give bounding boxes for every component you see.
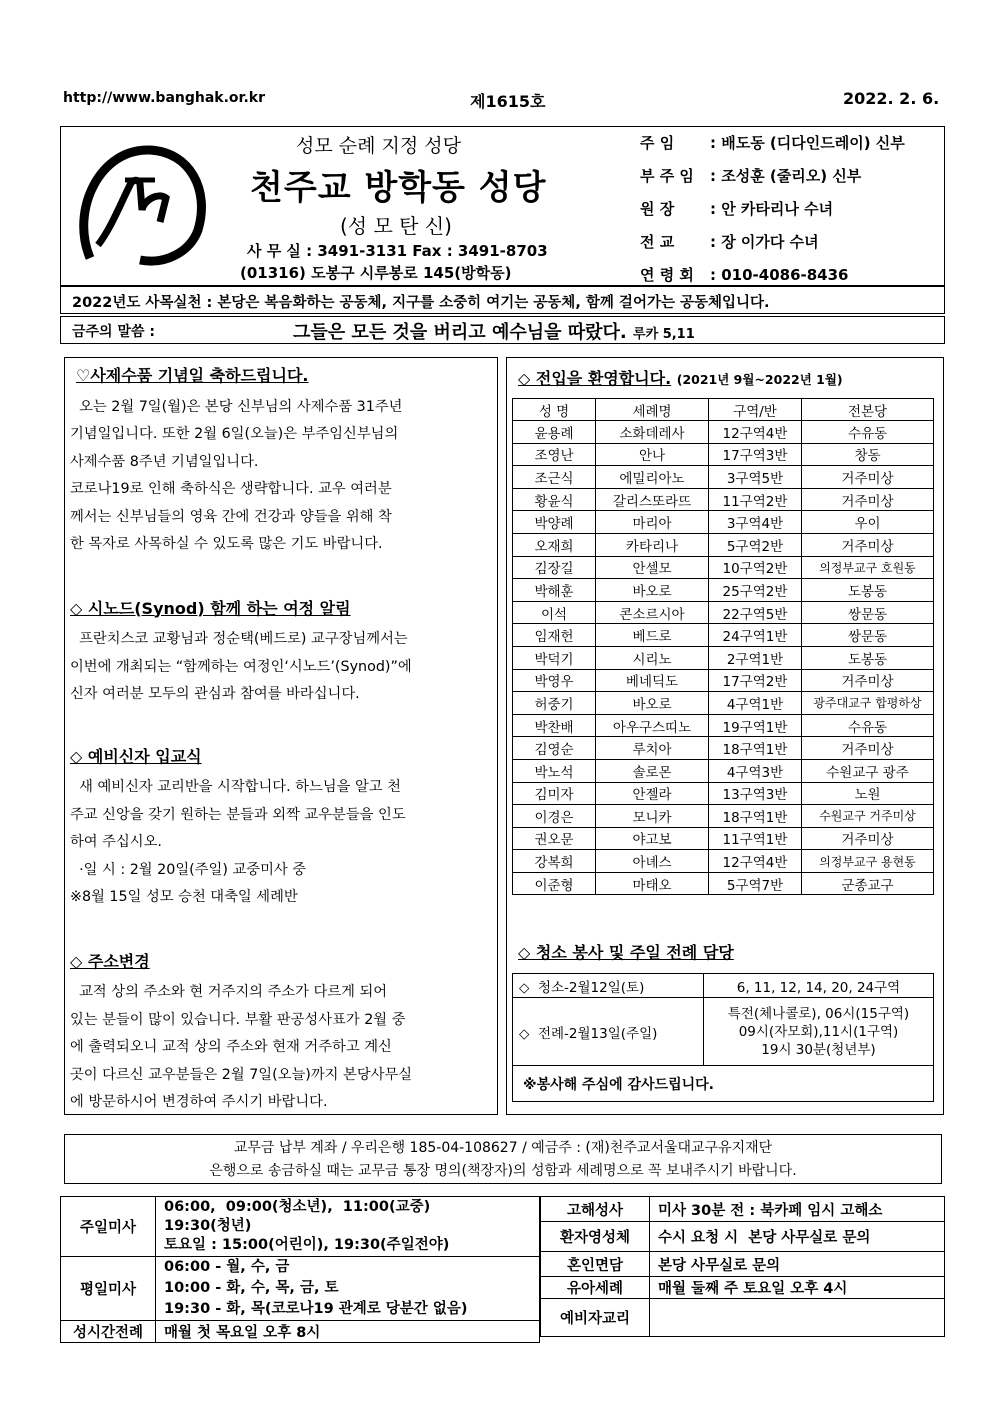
member-name: 박해훈 (513, 579, 596, 602)
adoration-label: 성시간전례 (61, 1321, 156, 1343)
catechism-value (650, 1299, 945, 1337)
district: 5구역2반 (709, 533, 802, 556)
synod-line: 신자 여러분 모두의 관심과 참여를 바라십니다. (70, 686, 360, 702)
sick-communion-label: 환자영성체 (541, 1222, 650, 1252)
member-name: 이석 (513, 601, 596, 624)
welcome-row (513, 579, 934, 602)
district: 3구역5반 (709, 466, 802, 489)
baptism-name: 루치아 (596, 737, 709, 760)
office-phone: 사 무 실 : 3491-3131 Fax : 3491-8703 (247, 242, 548, 260)
catechumen-line: 하여 주십시오. (70, 834, 162, 850)
welcome-row (513, 466, 934, 489)
confession-label: 고해성사 (541, 1197, 650, 1222)
welcome-header-row (513, 399, 934, 421)
welcome-row (513, 533, 934, 556)
prev-parish: 거주미상 (802, 533, 934, 556)
prev-parish: 수유동 (802, 421, 934, 444)
staff-row: 전 교 : 장 이가다 수녀 (640, 233, 819, 251)
sick-communion-value: 수시 요청 시 본당 사무실로 문의 (650, 1222, 945, 1252)
district: 13구역3반 (709, 782, 802, 805)
baptism-name: 안셀모 (596, 556, 709, 579)
catechumen-line: ※8월 15일 성모 승천 대축일 세례반 (70, 889, 298, 905)
address-change-line: 에 출력되오니 교적 상의 주소와 현재 거주하고 계신 (70, 1039, 392, 1055)
synod-line: 프란치스코 교황님과 정순택(베드로) 교구장님께서는 (70, 631, 408, 647)
ordination-title: ♡사제수품 기념일 축하드립니다. (76, 366, 309, 385)
prev-parish: 의정부교구 호원동 (802, 556, 934, 579)
issue-number: 제1615호 (470, 92, 546, 111)
baptism-name: 바오로 (596, 579, 709, 602)
member-name: 오재희 (513, 533, 596, 556)
synod-title: ◇ 시노드(Synod) 함께 하는 여정 알림 (70, 598, 351, 618)
prev-parish: 거주미상 (802, 466, 934, 489)
baptism-name: 아녜스 (596, 850, 709, 873)
welcome-row (513, 601, 934, 624)
baptism-name: 모니카 (596, 805, 709, 828)
staff-list (640, 132, 940, 297)
baptism-name: 시리노 (596, 646, 709, 669)
prev-parish: 도봉동 (802, 646, 934, 669)
liturgy-value: 특전(체나콜로), 06시(15구역) 09시(자모회),11시(1구역) 19시 30분(청년부) (704, 998, 934, 1066)
baptism-name: 안젤라 (596, 782, 709, 805)
prev-parish: 거주미상 (802, 488, 934, 511)
welcome-row (513, 488, 934, 511)
prev-parish: 군종교구 (802, 872, 934, 895)
site-url: http://www.banghak.or.kr (63, 90, 265, 106)
infant-baptism-value: 매월 둘째 주 토요일 오후 4시 (650, 1277, 945, 1299)
adoration-value: 매월 첫 목요일 오후 8시 (156, 1321, 540, 1343)
member-name: 조영난 (513, 443, 596, 466)
ordination-line: 코로나19로 인해 축하식은 생략합니다. 교우 여러분 (70, 481, 392, 497)
district: 17구역3반 (709, 443, 802, 466)
ordination-line: 께서는 신부님들의 영육 간에 건강과 양들을 위해 착 (70, 508, 392, 525)
welcome-table (512, 398, 934, 895)
ordination-line: 오는 2월 7일(월)은 본당 신부님의 사제수품 31주년 (70, 398, 403, 415)
catechumen-title: ◇ 예비신자 입교식 (70, 746, 202, 766)
sunday-mass-label: 주일미사 (61, 1197, 156, 1257)
schedule-right (540, 1196, 945, 1337)
member-name: 박영우 (513, 669, 596, 692)
schedule-left (60, 1196, 540, 1343)
member-name: 강복희 (513, 850, 596, 873)
member-name: 김영순 (513, 737, 596, 760)
baptism-name: 카타리나 (596, 533, 709, 556)
district: 4구역1반 (709, 692, 802, 715)
word-text: 그들은 모든 것을 버리고 예수님을 따랐다. 루카 5,11 (293, 322, 695, 343)
welcome-row (513, 782, 934, 805)
welcome-row (513, 421, 934, 444)
welcome-row (513, 556, 934, 579)
marriage-value: 본당 사무실로 문의 (650, 1252, 945, 1277)
catechism-label: 예비자교리 (541, 1299, 650, 1337)
prev-parish: 창동 (802, 443, 934, 466)
welcome-row (513, 443, 934, 466)
district: 18구역1반 (709, 805, 802, 828)
member-name: 박양례 (513, 511, 596, 534)
word-label: 금주의 말씀 : (72, 324, 155, 340)
welcome-row (513, 827, 934, 850)
district: 4구역3반 (709, 759, 802, 782)
baptism-name: 마태오 (596, 872, 709, 895)
member-name: 허중기 (513, 692, 596, 715)
member-name: 조근식 (513, 466, 596, 489)
baptism-name: 콘소르시아 (596, 601, 709, 624)
baptism-name: 베네딕도 (596, 669, 709, 692)
address-change-line: 교적 상의 주소와 현 거주지의 주소가 다르게 되어 (70, 984, 388, 1000)
district: 25구역2반 (709, 579, 802, 602)
liturgy-label: ◇ 전례-2월13일(주일) (513, 998, 704, 1066)
prev-parish: 도봉동 (802, 579, 934, 602)
district: 12구역4반 (709, 850, 802, 873)
prev-parish: 광주대교구 합평하상 (802, 692, 934, 715)
baptism-name: 마리아 (596, 511, 709, 534)
member-name: 권오문 (513, 827, 596, 850)
welcome-title: ◇ 전입을 환영합니다. (2021년 9월~2022년 1월) (518, 369, 843, 388)
clean-label: ◇ 청소-2월12일(토) (513, 974, 704, 998)
baptism-name: 베드로 (596, 624, 709, 647)
member-name: 박찬배 (513, 714, 596, 737)
member-name: 임재헌 (513, 624, 596, 647)
baptism-name: 솔로몬 (596, 759, 709, 782)
header-subtitle: 성모 순례 지정 성당 (296, 135, 461, 157)
col-header: 세례명 (596, 399, 709, 421)
ordination-line: 기념일입니다. 또한 2월 6일(오늘)은 부주임신부님의 (70, 426, 399, 442)
prev-parish: 의정부교구 용현동 (802, 850, 934, 873)
bank-line2: 은행으로 송금하실 때는 교무금 통장 명의(책장자)의 성함과 세례명으로 꼭 보내주시기 바랍니다. (209, 1163, 797, 1179)
weekday-mass-label: 평일미사 (61, 1257, 156, 1321)
district: 18구역1반 (709, 737, 802, 760)
confession-value: 미사 30분 전 : 북카페 임시 고해소 (650, 1197, 945, 1222)
prev-parish: 수원교구 광주 (802, 759, 934, 782)
ordination-line: 사제수품 8주년 기념일입니다. (70, 453, 259, 470)
baptism-name: 에밀리아노 (596, 466, 709, 489)
address-change-line: 곳이 다르신 교우분들은 2월 7일(오늘)까지 본당사무실 (70, 1066, 413, 1083)
district: 24구역1반 (709, 624, 802, 647)
marriage-label: 혼인면담 (541, 1252, 650, 1277)
welcome-row (513, 737, 934, 760)
baptism-name: 갈리스또라뜨 (596, 488, 709, 511)
district: 11구역2반 (709, 488, 802, 511)
address-change-title: ◇ 주소변경 (70, 951, 150, 971)
welcome-row (513, 759, 934, 782)
welcome-row (513, 669, 934, 692)
member-name: 김장길 (513, 556, 596, 579)
catechumen-line: ·일 시 : 2월 20일(주일) 교중미사 중 (70, 861, 307, 878)
district: 22구역5반 (709, 601, 802, 624)
member-name: 황윤식 (513, 488, 596, 511)
service-thanks: ※봉사해 주심에 감사드립니다. (513, 1066, 934, 1102)
prev-parish: 노원 (802, 782, 934, 805)
welcome-row (513, 692, 934, 715)
district: 12구역4반 (709, 421, 802, 444)
member-name: 김미자 (513, 782, 596, 805)
welcome-row (513, 805, 934, 828)
baptism-name: 바오로 (596, 692, 709, 715)
infant-baptism-label: 유아세례 (541, 1277, 650, 1299)
prev-parish: 거주미상 (802, 669, 934, 692)
district: 10구역2반 (709, 556, 802, 579)
motto: 2022년도 사목실천 : 본당은 복음화하는 공동체, 지구를 소중히 여기는 공동체, 함께 걸어가는 공동체입니다. (72, 295, 770, 311)
staff-row: 부 주 임 : 조성훈 (줄리오) 신부 (640, 167, 862, 185)
member-name: 윤용례 (513, 421, 596, 444)
prev-parish: 수원교구 거주미상 (802, 805, 934, 828)
welcome-row (513, 872, 934, 895)
district: 19구역1반 (709, 714, 802, 737)
staff-row: 원 장 : 안 카타리나 수녀 (640, 200, 834, 218)
prev-parish: 거주미상 (802, 827, 934, 850)
synod-line: 이번에 개최되는 “함께하는 여정인‘시노드’(Synod)”에 (70, 658, 412, 675)
district: 2구역1반 (709, 646, 802, 669)
district: 11구역1반 (709, 827, 802, 850)
baptism-name: 안나 (596, 443, 709, 466)
prev-parish: 쌍문동 (802, 624, 934, 647)
clean-value: 6, 11, 12, 14, 20, 24구역 (704, 974, 934, 998)
service-table (512, 973, 934, 1102)
parish-title: 천주교 방학동 성당 (250, 168, 547, 208)
welcome-row (513, 714, 934, 737)
member-name: 박덕기 (513, 646, 596, 669)
welcome-row (513, 511, 934, 534)
issue-date: 2022. 2. 6. (843, 89, 940, 108)
ordination-line: 한 목자로 사목하실 수 있도록 많은 기도 바랍니다. (70, 536, 383, 552)
member-name: 이준형 (513, 872, 596, 895)
parish-address: (01316) 도봉구 시루봉로 145(방학동) (240, 264, 512, 282)
district: 3구역4반 (709, 511, 802, 534)
district: 17구역2반 (709, 669, 802, 692)
member-name: 박노석 (513, 759, 596, 782)
district: 5구역7반 (709, 872, 802, 895)
baptism-name: 소화데레사 (596, 421, 709, 444)
welcome-row (513, 624, 934, 647)
member-name: 이경은 (513, 805, 596, 828)
col-header: 전본당 (802, 399, 934, 421)
parish-logo (70, 140, 210, 270)
welcome-row (513, 646, 934, 669)
col-header: 구역/반 (709, 399, 802, 421)
baptism-name: 아우구스띠노 (596, 714, 709, 737)
prev-parish: 거주미상 (802, 737, 934, 760)
col-header: 성 명 (513, 399, 596, 421)
staff-row: 주 임 : 배도동 (디다인드레이) 신부 (640, 134, 905, 152)
address-change-line: 있는 분들이 많이 있습니다. 부활 판공성사표가 2월 중 (70, 1011, 406, 1028)
welcome-row (513, 850, 934, 873)
staff-row: 연 령 회 : 010-4086-8436 (640, 266, 849, 284)
parish-patron: (성 모 탄 신) (340, 214, 452, 238)
prev-parish: 우이 (802, 511, 934, 534)
notices (70, 362, 495, 1117)
bank-line1: 교무금 납부 계좌 / 우리은행 185-04-108627 / 예금주 : (재)천주교서울대교구유지재단 (233, 1140, 773, 1156)
weekday-mass-times: 06:00 - 월, 수, 금 10:00 - 화, 수, 목, 금, 토 19:30 - 화, 목(코로나19 관계로 당분간 없음) (156, 1257, 540, 1321)
catechumen-line: 새 예비신자 교리반을 시작합니다. 하느님을 알고 천 (70, 779, 401, 795)
prev-parish: 수유동 (802, 714, 934, 737)
sunday-mass-times: 06:00, 09:00(청소년), 11:00(교중) 19:30(청년) 토요일 : 15:00(어린이), 19:30(주일전야) (156, 1197, 540, 1257)
catechumen-line: 주교 신앙을 갖기 원하는 분들과 외짝 교우분들을 인도 (70, 806, 406, 823)
address-change-line: 에 방문하시어 변경하여 주시기 바랍니다. (70, 1094, 328, 1110)
service-title: ◇ 청소 봉사 및 주일 전례 담당 (518, 943, 734, 962)
baptism-name: 야고보 (596, 827, 709, 850)
prev-parish: 쌍문동 (802, 601, 934, 624)
